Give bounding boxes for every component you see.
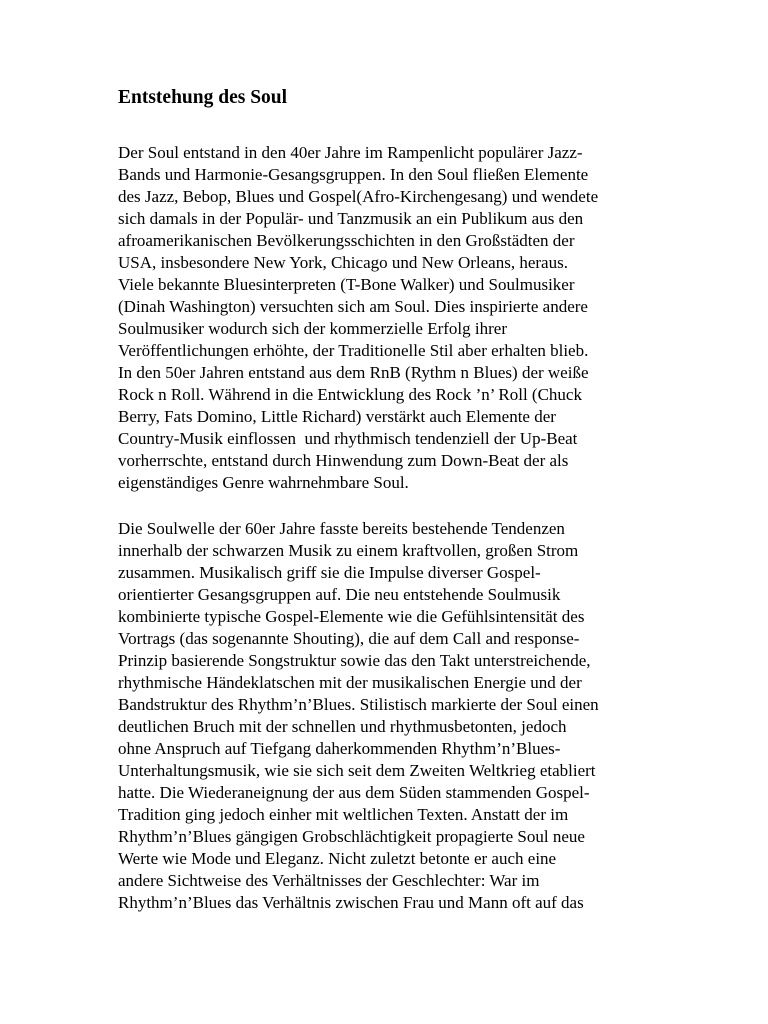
text-line: Der Soul entstand in den 40er Jahre im Rampenlicht populärer Jazz- — [118, 143, 583, 162]
text-line: Country-Musik einflossen und rhythmisch tendenziell der Up-Beat — [118, 429, 578, 448]
text-line: Rhythm’n’Blues gängigen Grobschlächtigkeit propagierte Soul neue — [118, 827, 585, 846]
text-line: vorherrschte, entstand durch Hinwendung zum Down-Beat der als — [118, 451, 569, 470]
text-line: Vortrags (das sogenannte Shouting), die auf dem Call and response- — [118, 629, 580, 648]
text-line: eigenständiges Genre wahrnehmbare Soul. — [118, 473, 409, 492]
text-line: zusammen. Musikalisch griff sie die Impulse diverser Gospel- — [118, 563, 541, 582]
text-line: Bandstruktur des Rhythm’n’Blues. Stilistisch markierte der Soul einen — [118, 695, 599, 714]
text-line: In den 50er Jahren entstand aus dem RnB (Rythm n Blues) der weiße — [118, 363, 589, 382]
text-line: Viele bekannte Bluesinterpreten (T-Bone Walker) und Soulmusiker — [118, 275, 575, 294]
text-line: Prinzip basierende Songstruktur sowie das den Takt unterstreichende, — [118, 651, 591, 670]
text-line: Berry, Fats Domino, Little Richard) verstärkt auch Elemente der — [118, 407, 556, 426]
text-line: Veröffentlichungen erhöhte, der Traditionelle Stil aber erhalten blieb. — [118, 341, 589, 360]
text-line: rhythmische Händeklatschen mit der musikalischen Energie und der — [118, 673, 582, 692]
document-heading: Entstehung des Soul — [118, 87, 288, 108]
text-line: (Dinah Washington) versuchten sich am Soul. Dies inspirierte andere — [118, 297, 588, 316]
paragraph-1 — [118, 142, 598, 494]
text-line: Unterhaltungsmusik, wie sie sich seit dem Zweiten Weltkrieg etabliert — [118, 761, 596, 780]
text-line: afroamerikanischen Bevölkerungsschichten in den Großstädten der — [118, 231, 575, 250]
text-line: orientierter Gesangsgruppen auf. Die neu entstehende Soulmusik — [118, 585, 561, 604]
text-line: USA, insbesondere New York, Chicago und New Orleans, heraus. — [118, 253, 568, 272]
text-line: Rhythm’n’Blues das Verhältnis zwischen Frau und Mann oft auf das — [118, 893, 584, 912]
text-line: ohne Anspruch auf Tiefgang daherkommenden Rhythm’n’Blues- — [118, 739, 561, 758]
text-line: innerhalb der schwarzen Musik zu einem kraftvollen, großen Strom — [118, 541, 579, 560]
text-line: kombinierte typische Gospel-Elemente wie die Gefühlsintensität des — [118, 607, 585, 626]
text-line: Bands und Harmonie-Gesangsgruppen. In den Soul fließen Elemente — [118, 165, 589, 184]
text-line: Die Soulwelle der 60er Jahre fasste bereits bestehende Tendenzen — [118, 519, 565, 538]
text-line: deutlichen Bruch mit der schnellen und rhythmusbetonten, jedoch — [118, 717, 567, 736]
text-line: Rock n Roll. Während in die Entwicklung des Rock ’n’ Roll (Chuck — [118, 385, 582, 404]
text-line: Soulmusiker wodurch sich der kommerzielle Erfolg ihrer — [118, 319, 507, 338]
text-line: Tradition ging jedoch einher mit weltlichen Texten. Anstatt der im — [118, 805, 569, 824]
paragraph-2 — [118, 518, 599, 914]
text-line: andere Sichtweise des Verhältnisses der Geschlechter: War im — [118, 871, 540, 890]
text-line: sich damals in der Populär- und Tanzmusik an ein Publikum aus den — [118, 209, 584, 228]
text-line: hatte. Die Wiederaneignung der aus dem Süden stammenden Gospel- — [118, 783, 590, 802]
text-line: des Jazz, Bebop, Blues und Gospel(Afro-Kirchengesang) und wendete — [118, 187, 599, 206]
text-line: Werte wie Mode und Eleganz. Nicht zuletzt betonte er auch eine — [118, 849, 557, 868]
